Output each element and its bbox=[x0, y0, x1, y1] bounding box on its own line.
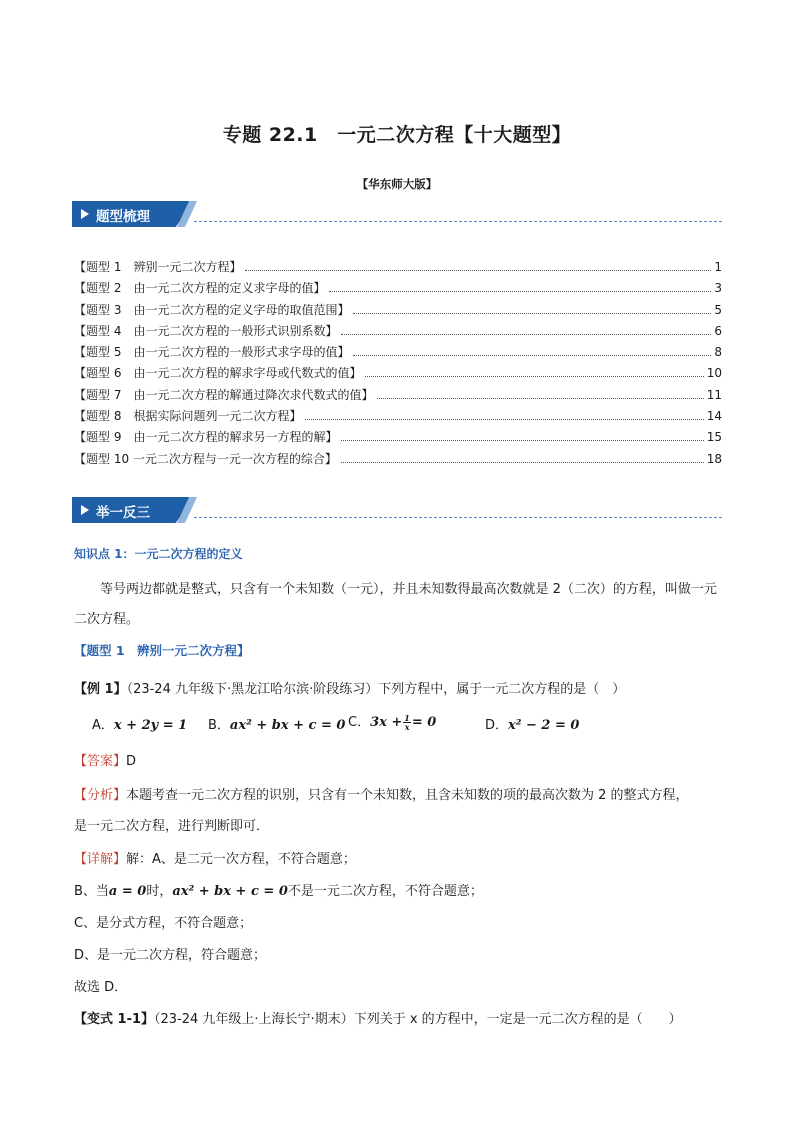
section-title-outline: 题型梳理 bbox=[96, 209, 150, 225]
toc-entry[interactable]: 【题型 7 由一元二次方程的解通过降次求代数式的值】 11 bbox=[74, 387, 722, 402]
knowledge-point-title: 知识点 1：一元二次方程的定义 bbox=[74, 547, 243, 561]
play-triangle-icon bbox=[81, 505, 89, 515]
variant-question: 【变式 1-1】（23-24 九年级上·上海长宁·期末）下列关于 x 的方程中，一定是一元二次方程的是（ ） bbox=[74, 1012, 682, 1027]
section-banner-practice bbox=[72, 497, 722, 523]
page-title: 专题 22.1 一元二次方程【十大题型】 bbox=[222, 124, 572, 146]
conclusion-line: 故选 D． bbox=[74, 980, 128, 995]
fraction: $\frac{1}{x}$ bbox=[404, 713, 410, 732]
answer-line: 【答案】D bbox=[74, 754, 137, 769]
detail-line-b: B、当a = 0时，ax² + bx + c = 0不是一元二次方程，不符合题意； bbox=[74, 884, 483, 899]
example-question: 【例 1】（23-24 九年级下·黑龙江哈尔滨·阶段练习）下列方程中，属于一元二次方程的是（ ） bbox=[74, 682, 626, 697]
toc-entry[interactable]: 【题型 10 一元二次方程与一元一次方程的综合】 18 bbox=[74, 451, 722, 466]
toc-entry[interactable]: 【题型 5 由一元二次方程的一般形式求字母的值】 8 bbox=[74, 345, 722, 360]
play-triangle-icon bbox=[81, 209, 89, 219]
toc-entry[interactable]: 【题型 6 由一元二次方程的解求字母或代数式的值】 10 bbox=[74, 366, 722, 381]
knowledge-definition: 等号两边都就是整式，只含有一个未知数（一元），并且未知数得最高次数就是 2（二次）的方程，叫做一元二次方程。 bbox=[74, 582, 717, 627]
banner-divider bbox=[194, 221, 722, 222]
option-d: D．x² − 2 = 0 bbox=[485, 718, 580, 733]
section-banner-outline bbox=[72, 201, 722, 227]
table-of-contents bbox=[74, 258, 722, 471]
section-title-practice: 举一反三 bbox=[96, 505, 150, 521]
answer-options bbox=[92, 714, 652, 738]
analysis-line-1: 【分析】本题考查一元二次方程的识别，只含有一个未知数，且含未知数的项的最高次数为 2 的整式方程， bbox=[74, 788, 689, 803]
toc-entry[interactable]: 【题型 4 由一元二次方程的一般形式识别系数】 6 bbox=[74, 323, 722, 338]
toc-entry[interactable]: 【题型 2 由一元二次方程的定义求字母的值】 3 bbox=[74, 281, 722, 296]
toc-entry[interactable]: 【题型 9 由一元二次方程的解求另一方程的解】 15 bbox=[74, 430, 722, 445]
detail-line-d: D、是一元二次方程，符合题意； bbox=[74, 948, 267, 963]
option-a: A．x + 2y = 1 bbox=[92, 718, 188, 733]
analysis-line-2: 是一元二次方程，进行判断即可． bbox=[74, 819, 270, 834]
detail-line-a: 【详解】解：A、是二元一次方程，不符合题意； bbox=[74, 852, 356, 867]
banner-divider bbox=[194, 517, 722, 518]
toc-entry[interactable]: 【题型 8 根据实际问题列一元二次方程】 14 bbox=[74, 409, 722, 424]
option-b: B．ax² + bx + c = 0 bbox=[208, 718, 346, 733]
edition-subtitle: 【华东师大版】 bbox=[356, 177, 438, 191]
option-c: C．3x + $\frac{1}{x}$ = 0 bbox=[348, 713, 437, 732]
detail-line-c: C、是分式方程，不符合题意； bbox=[74, 916, 253, 931]
question-type-title: 【题型 1 辨别一元二次方程】 bbox=[74, 643, 250, 658]
toc-entry[interactable]: 【题型 3 由一元二次方程的定义字母的取值范围】 5 bbox=[74, 302, 722, 317]
toc-entry[interactable]: 【题型 1 辨别一元二次方程】 1 bbox=[74, 260, 722, 274]
